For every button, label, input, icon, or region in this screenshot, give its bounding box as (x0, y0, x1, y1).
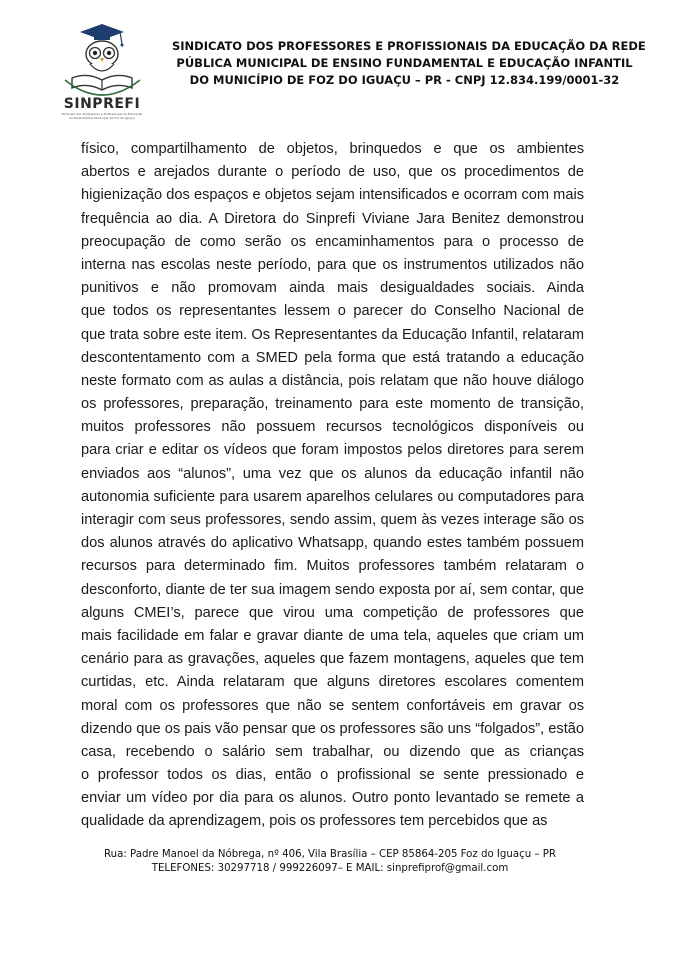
body-line: interagir com seus professores, sendo assim, quem às vezes interage são os (81, 512, 584, 528)
footer-contact: TELEFONES: 30297718 / 999226097– E MAIL: sinprefiprof@gmail.com (151, 863, 509, 874)
sinprefi-logo (50, 20, 155, 120)
body-line: curtidas, etc. Ainda relataram que alguns diretores escolares comentem (81, 674, 584, 691)
organization-name (172, 38, 646, 89)
body-line: desconforto, diante de ter sua imagem sendo exposta por aí, sem contar, que (81, 581, 584, 598)
body-line: interna nas escolas neste período, para que os instrumentos utilizados não (81, 256, 584, 273)
logo-wordmark: SINPREFI (63, 96, 141, 112)
body-line: dizendo que os pais vão pensar que os professores são uns “folgados”, estão (81, 720, 584, 737)
body-line: frequência ao dia. A Diretora do Sinprefi Viviane Jara Benitez demonstrou (81, 210, 584, 227)
body-line: casa, recebendo o salário sem trabalhar, ou dizendo que as crianças (81, 743, 584, 760)
body-line: que todos os representantes lessem o parecer do Conselho Nacional de (81, 303, 584, 320)
org-line: PÚBLICA MUNICIPAL DE ENSINO FUNDAMENTAL E EDUCAÇÃO INFANTIL (176, 56, 633, 70)
body-line: alguns CMEI’s, parece que virou uma competição de professores que (81, 604, 584, 621)
body-line: abertos e arejados durante o período de uso, que os procedimentos de (81, 164, 584, 181)
body-line-last: qualidade da aprendizagem, pois os professores tem percebidos que as (81, 813, 548, 830)
body-line: punitivos e não promovam ainda mais desigualdades sociais. Ainda (81, 280, 584, 297)
org-line: SINDICATO DOS PROFESSORES E PROFISSIONAIS DA EDUCAÇÃO DA REDE (172, 39, 646, 53)
body-line: o professor todos os dias, então o profissional se sente pressionado e (81, 767, 584, 784)
body-line: enviar um vídeo por dia para os alunos. Outro ponto levantado se remete a (81, 790, 584, 807)
body-line: que trata sobre este item. Os Representantes da Educação Infantil, relataram (81, 326, 584, 343)
body-line: enviados aos “alunos”, uma vez que os alunos da educação infantil não (81, 465, 584, 482)
body-line: preocupação de como serão os encaminhamentos para o processo de (81, 233, 584, 250)
footer-address: Rua: Padre Manoel da Nóbrega, nº 406, Vila Brasília – CEP 85864-205 Foz do Iguaçu – PR (104, 849, 556, 860)
body-line: autonomia suficiente para usarem aparelhos celulares ou computadores para (81, 488, 584, 505)
body-line: mais facilidade em falar e gravar diante de uma tela, aqueles que criam um (81, 627, 584, 644)
body-line: para criar e editar os vídeos que foram impostos pelos diretores para serem (81, 442, 584, 459)
body-line: dos alunos através do aplicativo Whatsapp, quando estes também possuem (81, 535, 584, 552)
body-line: cenário para as gravações, aqueles que fazem montagens, aqueles que tem (81, 651, 584, 668)
body-line: neste formato com as aulas a distância, pois relatam que não houve diálogo (81, 372, 584, 389)
body-line: descontentamento com a SMED pela forma que está tratando a educação (81, 349, 584, 366)
body-line: físico, compartilhamento de objetos, brinquedos e que os ambientes (81, 141, 584, 157)
body-line: higienização dos espaços e objetos sejam intensificados e ocorram com mais (81, 187, 584, 204)
logo-subtitle: Sindicato dos Professores e Profissionais da Educação da Rede Pública Municipal de Foz do Iguaçu (61, 112, 143, 120)
document-body (81, 138, 584, 834)
org-line: DO MUNICÍPIO DE FOZ DO IGUAÇU – PR - CNPJ 12.834.199/0001-32 (189, 73, 620, 87)
body-line: muitos professores não possuem recursos tecnológicos disponíveis ou (81, 419, 584, 436)
letterhead (0, 0, 679, 130)
body-line: moral com os professores que não se sentem confortáveis em gravar os (81, 697, 584, 714)
body-line: recursos para determinado fim. Muitos professores também relataram o (81, 558, 584, 575)
page-footer (60, 848, 600, 876)
body-line: os professores, preparação, treinamento para este momento de transição, (81, 396, 584, 413)
